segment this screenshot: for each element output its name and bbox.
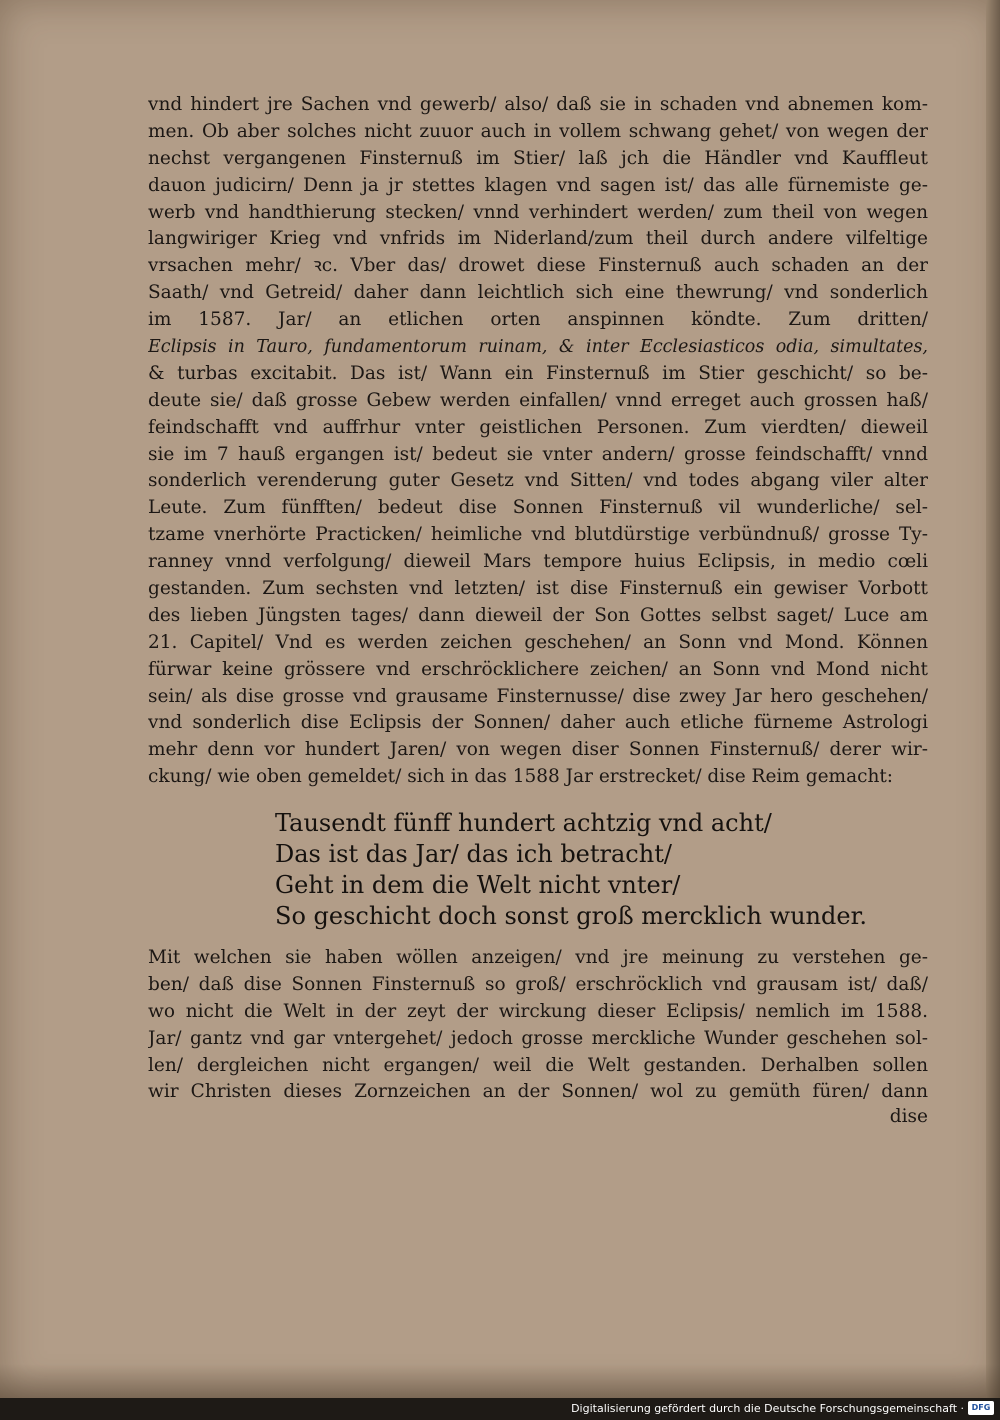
text-line: des lieben Jüngsten tages/ dann dieweil der Son Gottes selbst saget/ Luce am [148,604,928,626]
text-line: Saath/ vnd Getreid/ daher dann leichtlich sich eine thewrung/ vnd sonderlich [148,282,928,304]
paragraph-1 [148,92,928,791]
text-line: vnd hindert jre Sachen vnd gewerb/ also/ daß sie in schaden vnd abnemen kom- [148,94,928,115]
paragraph-2 [148,945,928,1106]
text-line: ckung/ wie oben gemeldet/ sich in das 1588 Jar erstrecket/ dise Reim gemacht: [148,766,894,788]
verse-line: So geschicht doch sonst groß mercklich wunder. [275,902,868,930]
text-line: deute sie/ daß grosse Gebew werden einfallen/ vnnd erreget auch grossen haß/ [148,389,928,411]
text-line: Mit welchen sie haben wöllen anzeigen/ vnd jre meinung zu verstehen ge- [148,947,928,968]
text-line: len/ dergleichen nicht ergangen/ weil die Welt gestanden. Derhalben sollen [148,1054,928,1076]
text-line: & turbas excitabit. Das ist/ Wann ein Finsternuß im Stier geschicht/ so be- [148,362,928,384]
text-line: vrsachen mehr/ ꝛc. Vber das/ drowet diese Finsternuß auch schaden an der [148,255,928,277]
text-line: sonderlich verenderung guter Gesetz vnd Sitten/ vnd todes abgang viler alter [148,470,928,492]
text-line: werb vnd handthierung stecken/ vnnd verhindert werden/ zum theil von wegen [148,201,928,223]
text-line: sein/ als dise grosse vnd grausame Finsternusse/ dise zwey Jar hero geschehen/ [148,685,928,707]
text-line: nechst vergangenen Finsternuß im Stier/ laß jch die Händler vnd Kauffleut [148,147,928,169]
text-line: wir Christen dieses Zornzeichen an der Sonnen/ wol zu gemüth füren/ dann [148,1081,928,1103]
text-line: langwiriger Krieg vnd vnfrids im Niderland/zum theil durch andere vilfeltige [148,228,928,250]
latin-text-line: Eclipsis in Tauro, fundamentorum ruinam, & inter Ecclesiasticos odia, simultates, [148,337,928,358]
funding-notice: Digitalisierung gefördert durch die Deutsche Forschungsgemeinschaft · [571,1402,964,1415]
text-line: ranney vnnd verfolgung/ dieweil Mars tempore huius Eclipsis, in medio cœli [148,551,928,573]
text-line: tzame vnerhörte Practicken/ heimliche vnd blutdürstige verbündnuß/ grosse Ty- [148,524,928,546]
text-line: im 1587. Jar/ an etlichen orten anspinnen köndte. Zum dritten/ [148,309,928,331]
text-line: 21. Capitel/ Vnd es werden zeichen geschehen/ an Sonn vnd Mond. Können [148,631,928,653]
text-line: gestanden. Zum sechsten vnd letzten/ ist dise Finsternuß ein gewiser Vorbott [148,578,928,600]
verse-line: Tausendt fünff hundert achtzig vnd acht/ [275,809,772,837]
text-line: Jar/ gantz vnd gar vntergehet/ jedoch grosse merckliche Wunder geschehen sol- [148,1027,928,1049]
text-line: feindschafft vnd auffrhur vnter geistlichen Personen. Zum vierdten/ dieweil [148,416,928,438]
page-edge-right [986,0,1000,1398]
text-line: fürwar keine grössere vnd erschröcklichere zeichen/ an Sonn vnd Mond nicht [148,658,928,680]
verse-block [275,808,868,932]
dfg-logo-icon [968,1401,994,1415]
verse-line: Geht in dem die Welt nicht vnter/ [275,871,681,899]
catchword: dise [889,1106,928,1127]
text-line: men. Ob aber solches nicht zuuor auch in vollem schwang gehet/ von wegen der [148,120,928,142]
text-line: vnd sonderlich dise Eclipsis der Sonnen/ daher auch etliche fürneme Astrologi [148,712,928,734]
text-line: wo nicht die Welt in der zeyt der wirckung dieser Eclipsis/ nemlich im 1588. [148,1000,928,1022]
text-line: sie im 7 hauß ergangen ist/ bedeut sie vnter andern/ grosse feindschafft/ vnnd [148,443,928,465]
page-edge-bottom [0,1364,1000,1398]
dfg-logo-label: DFG [971,1403,991,1412]
text-line: Leute. Zum fünfften/ bedeut dise Sonnen Finsternuß vil wunderliche/ sel- [148,497,928,519]
text-line: dauon judicirn/ Denn ja jr stettes klagen vnd sagen ist/ das alle fürnemiste ge- [148,174,928,196]
verse-line: Das ist das Jar/ das ich betracht/ [275,840,672,868]
text-line: mehr denn vor hundert Jaren/ von wegen diser Sonnen Finsternuß/ derer wir- [148,739,928,761]
footer-bar [0,1398,1000,1420]
text-line: ben/ daß dise Sonnen Finsternuß so groß/ erschröcklich vnd grausam ist/ daß/ [148,973,928,995]
